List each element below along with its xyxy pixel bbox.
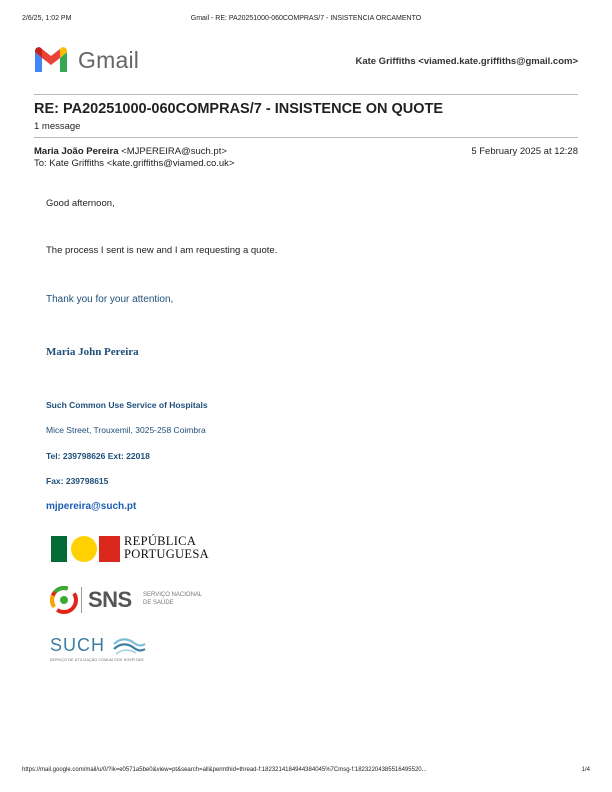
subject-divider xyxy=(34,137,578,138)
sns-emblem-icon xyxy=(50,586,78,614)
print-page-number: 1/4 xyxy=(581,767,590,773)
republica-portuguesa-logo xyxy=(50,535,230,563)
thanks-text: Thank you for your attention, xyxy=(46,294,174,305)
sns-divider xyxy=(81,587,82,613)
flag-shapes-icon xyxy=(50,535,122,563)
gmail-logo[interactable] xyxy=(33,46,153,76)
signature-fax: Fax: 239798615 xyxy=(46,476,109,486)
sns-subtitle-line-2: DE SAÚDE xyxy=(143,600,174,606)
signature-name: Maria John Pereira xyxy=(46,346,139,358)
sns-logo xyxy=(50,585,210,615)
republica-line-1: REPÚBLICA xyxy=(124,534,197,548)
sns-acronym: SNS xyxy=(88,587,132,612)
account-identity: Kate Griffiths <viamed.kate.griffiths@gmail.com> xyxy=(355,56,578,67)
header-divider xyxy=(34,94,578,95)
message-count: 1 message xyxy=(34,121,81,132)
body-text: The process I sent is new and I am requesting a quote. xyxy=(46,245,278,256)
such-subtitle: SERVIÇO DE UTILIZAÇÃO COMUM DOS HOSPITAIS xyxy=(50,658,144,662)
message-date: 5 February 2025 at 12:28 xyxy=(471,146,578,157)
signature-email-link[interactable]: mjpereira@such.pt xyxy=(46,501,137,512)
sender-name: Maria João Pereira xyxy=(34,146,119,157)
signature-address: Mice Street, Trouxemil, 3025-258 Coimbra xyxy=(46,425,206,435)
greeting-text: Good afternoon, xyxy=(46,198,115,209)
such-wordmark: SUCH xyxy=(50,635,106,655)
sender-line xyxy=(34,146,227,157)
sns-subtitle-line-1: SERVIÇO NACIONAL xyxy=(143,592,203,598)
sns-subtitle xyxy=(143,591,202,607)
thread-subject: RE: PA20251000-060COMPRAS/7 - INSISTENCE ON QUOTE xyxy=(34,101,444,117)
print-url: https://mail.google.com/mail/u/0/?ik=e0571a5be0&view=pt&search=all&permthid=thread-f:1823214184944384045%7Cmsg-f:18232204385516495520... xyxy=(22,767,427,773)
print-footer xyxy=(22,767,590,777)
sender-email[interactable]: <MJPEREIRA@such.pt> xyxy=(121,146,227,157)
recipient-line: To: Kate Griffiths <kate.griffiths@viamed.co.uk> xyxy=(34,158,235,169)
signature-organization: Such Common Use Service of Hospitals xyxy=(46,400,208,410)
gmail-wordmark: Gmail xyxy=(78,47,140,73)
republica-text xyxy=(124,535,209,561)
print-header xyxy=(22,15,590,25)
signature-telephone: Tel: 239798626 Ext: 22018 xyxy=(46,451,150,461)
republica-line-2: PORTUGUESA xyxy=(124,547,209,561)
such-wave-icon xyxy=(112,636,146,656)
print-date: 2/6/25, 1:02 PM xyxy=(22,15,72,22)
such-logo xyxy=(50,635,150,667)
print-title: Gmail - RE: PA20251000-060COMPRAS/7 - INSISTENCIA ORCAMENTO xyxy=(190,15,422,22)
gmail-m-icon xyxy=(33,46,69,74)
